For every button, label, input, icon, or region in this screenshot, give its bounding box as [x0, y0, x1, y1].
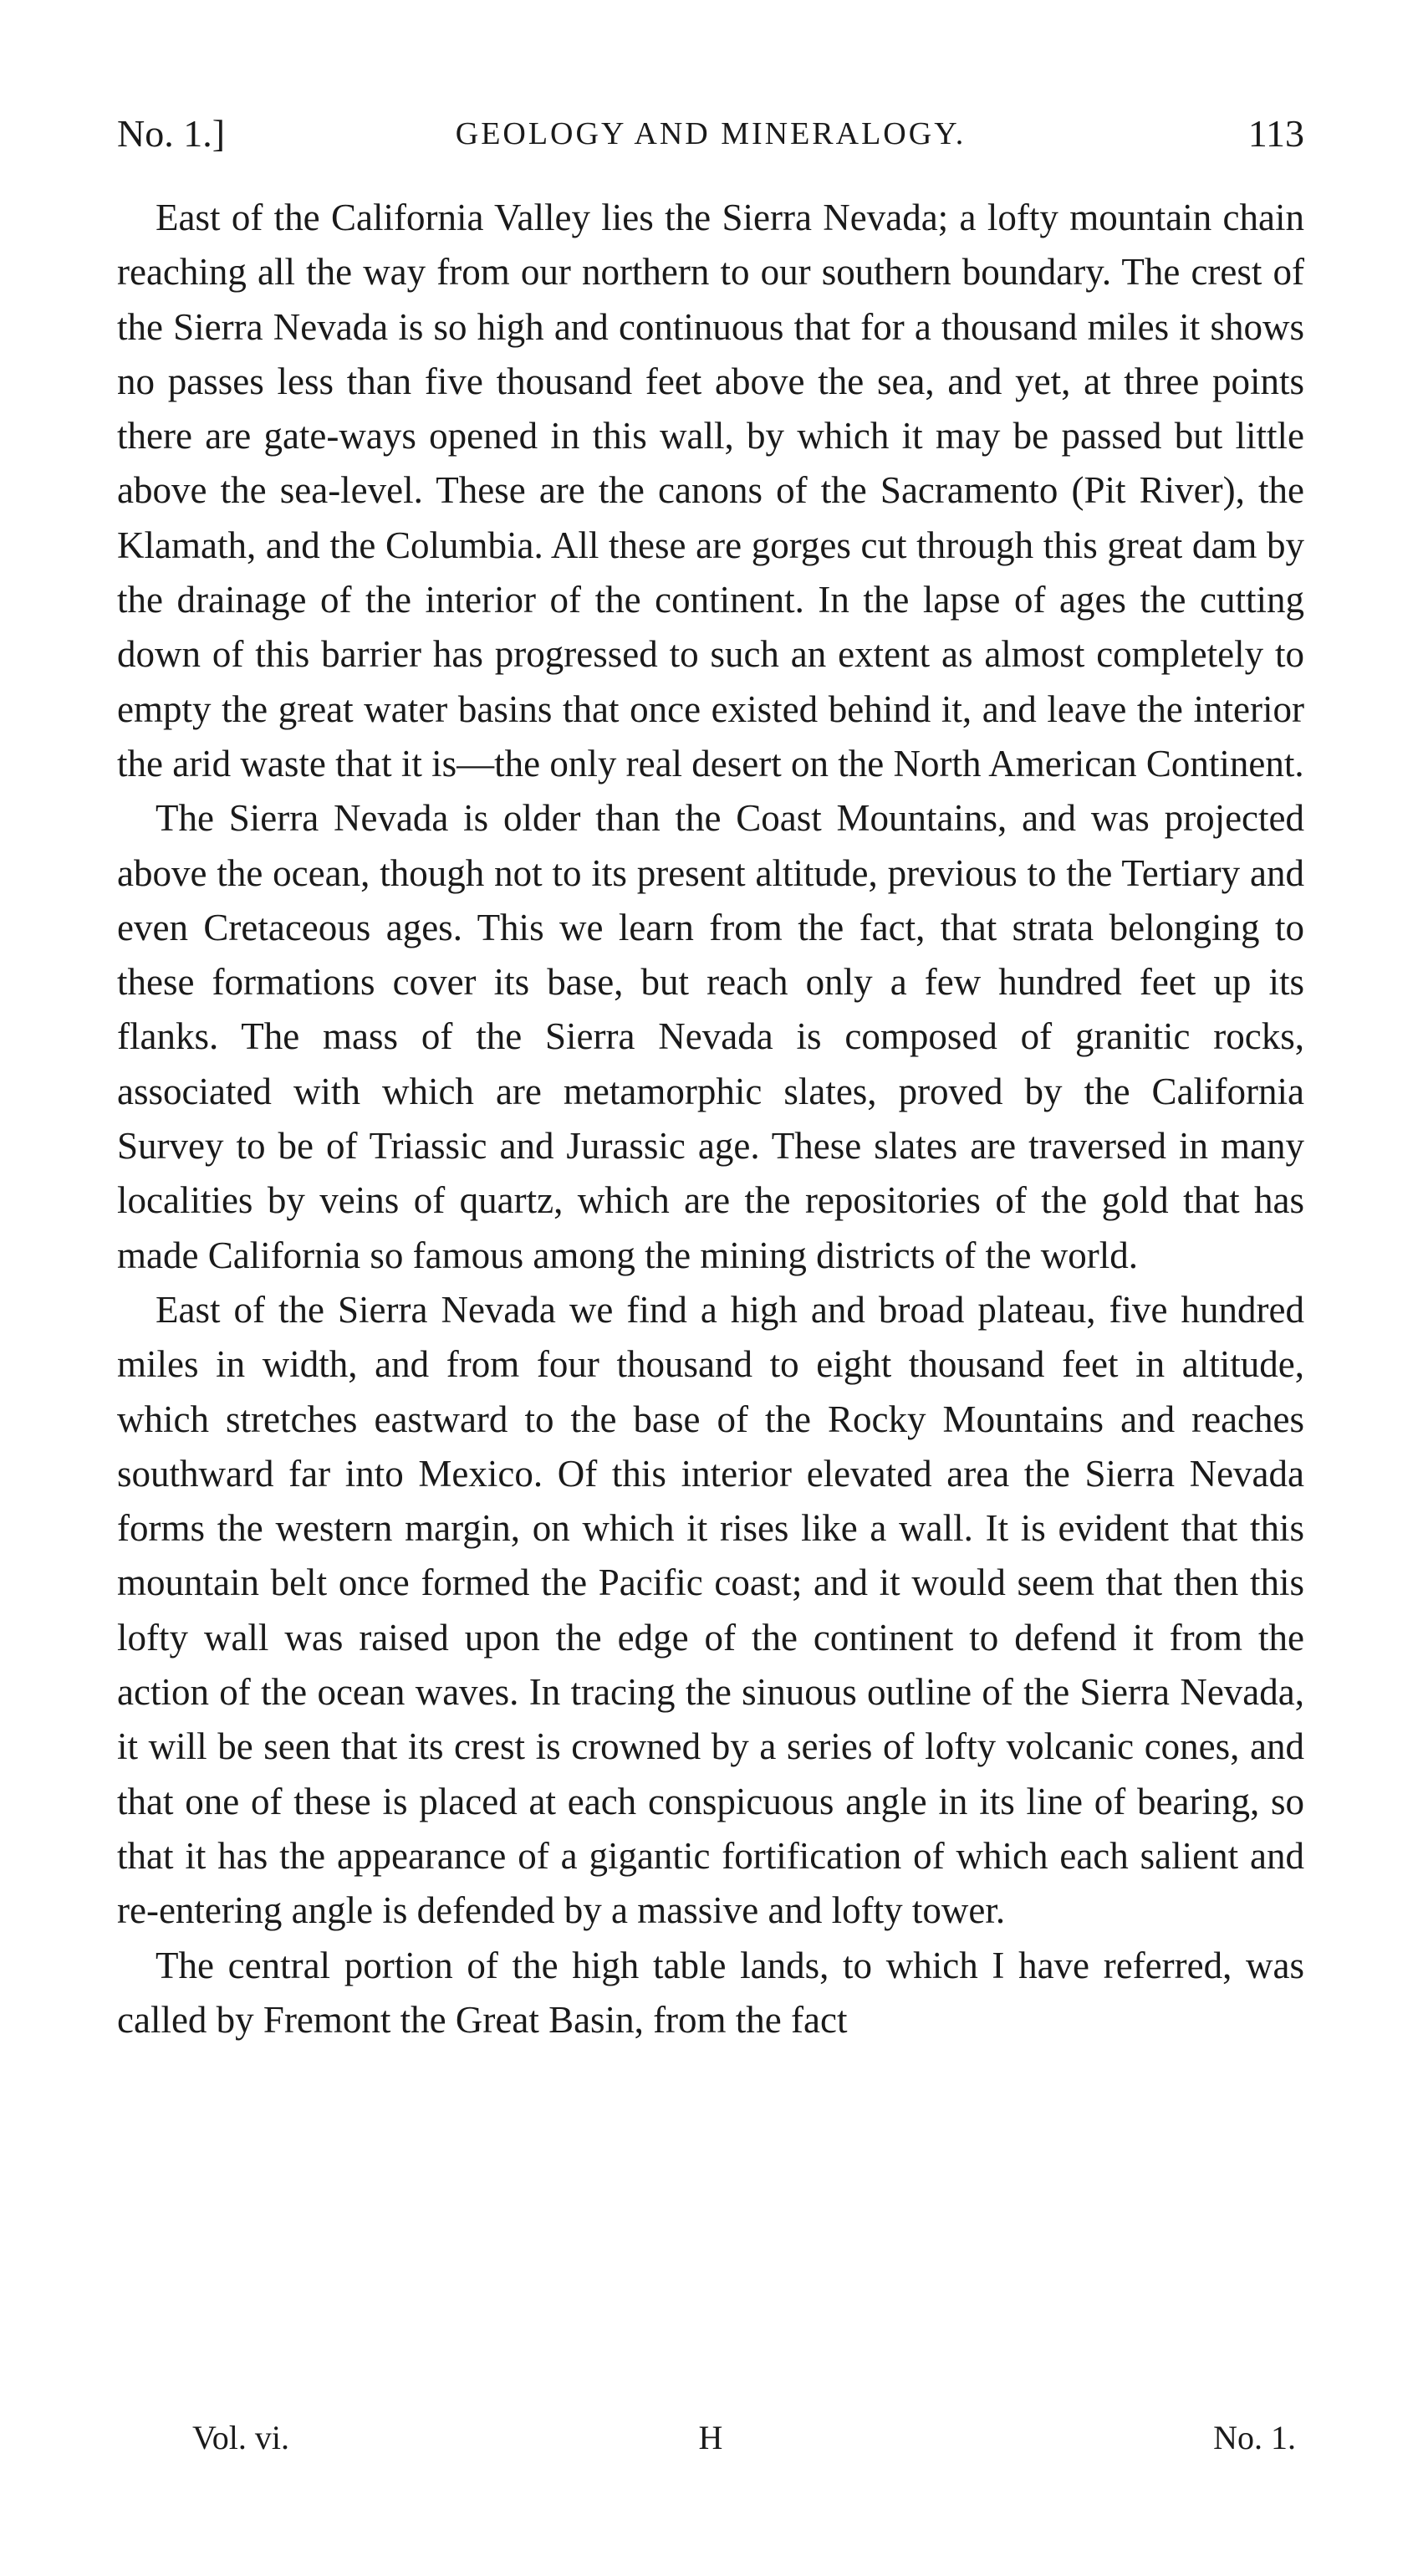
- body-text: [117, 191, 1304, 2047]
- paragraph-2: The Sierra Nevada is older than the Coast Mountains, and was projected above the ocean, though not to its present altitude, previous to the Tertiary and even Cretaceous ages. This we learn from the fact, that strata belonging to these formations cover its base, but reach only a few hundred feet up its flanks. The mass of the Sierra Nevada is composed of granitic rocks, associated with which are metamorphic slates, proved by the California Survey to be of Triassic and Jurassic age. These slates are traversed in many localities by veins of quartz, which are the repositories of the gold that has made California so famous among the mining districts of the world.: [117, 797, 1304, 1276]
- footer-signature: H: [698, 2419, 723, 2456]
- header-number: No. 1.]: [117, 112, 226, 155]
- footer-number: No. 1.: [1213, 2419, 1296, 2456]
- paragraph-3: East of the Sierra Nevada we find a high and broad plateau, five hundred miles in width, and from four thousand to eight thousand feet in altitude, which stretches eastward to the base of the Rocky Mountains and reaches southward far into Mexico. Of this interior elevated area the Sierra Nevada forms the western margin, on which it rises like a wall. It is evident that this mountain belt once formed the Pacific coast; and it would seem that then this lofty wall was raised upon the edge of the continent to defend it from the action of the ocean waves. In tracing the sinuous outline of the Sierra Nevada, it will be seen that its crest is crowned by a series of lofty volcanic cones, and that one of these is placed at each conspicuous angle in its line of bearing, so that it has the appearance of a gigantic fortification of which each salient and re-entering angle is defended by a massive and lofty tower.: [117, 1288, 1304, 1932]
- paragraph-4: The central portion of the high table lands, to which I have referred, was called by Fremont the Great Basin, from the fact: [117, 1944, 1304, 2041]
- page-number: 113: [1247, 112, 1304, 155]
- document-page: [117, 100, 1304, 2047]
- footer-volume: Vol. vi.: [192, 2419, 289, 2456]
- signature-line: [117, 2409, 1304, 2467]
- header-title: GEOLOGY AND MINERALOGY.: [455, 116, 967, 151]
- paragraph-1: East of the California Valley lies the Sierra Nevada; a lofty mountain chain reaching all the way from our northern to our southern boundary. The crest of the Sierra Nevada is so high and continuous that for a thousand miles it shows no passes less than five thousand feet above the sea, and yet, at three points there are gate-ways opened in this wall, by which it may be passed but little above the sea-level. These are the canons of the Sacramento (Pit River), the Klamath, and the Columbia. All these are gorges cut through this great dam by the drainage of the interior of the continent. In the lapse of ages the cutting down of this barrier has progressed to such an extent as almost completely to empty the great water basins that once existed behind it, and leave the interior the arid waste that it is—the only real desert on the North American Continent.: [117, 197, 1304, 785]
- running-head: [117, 100, 1304, 167]
